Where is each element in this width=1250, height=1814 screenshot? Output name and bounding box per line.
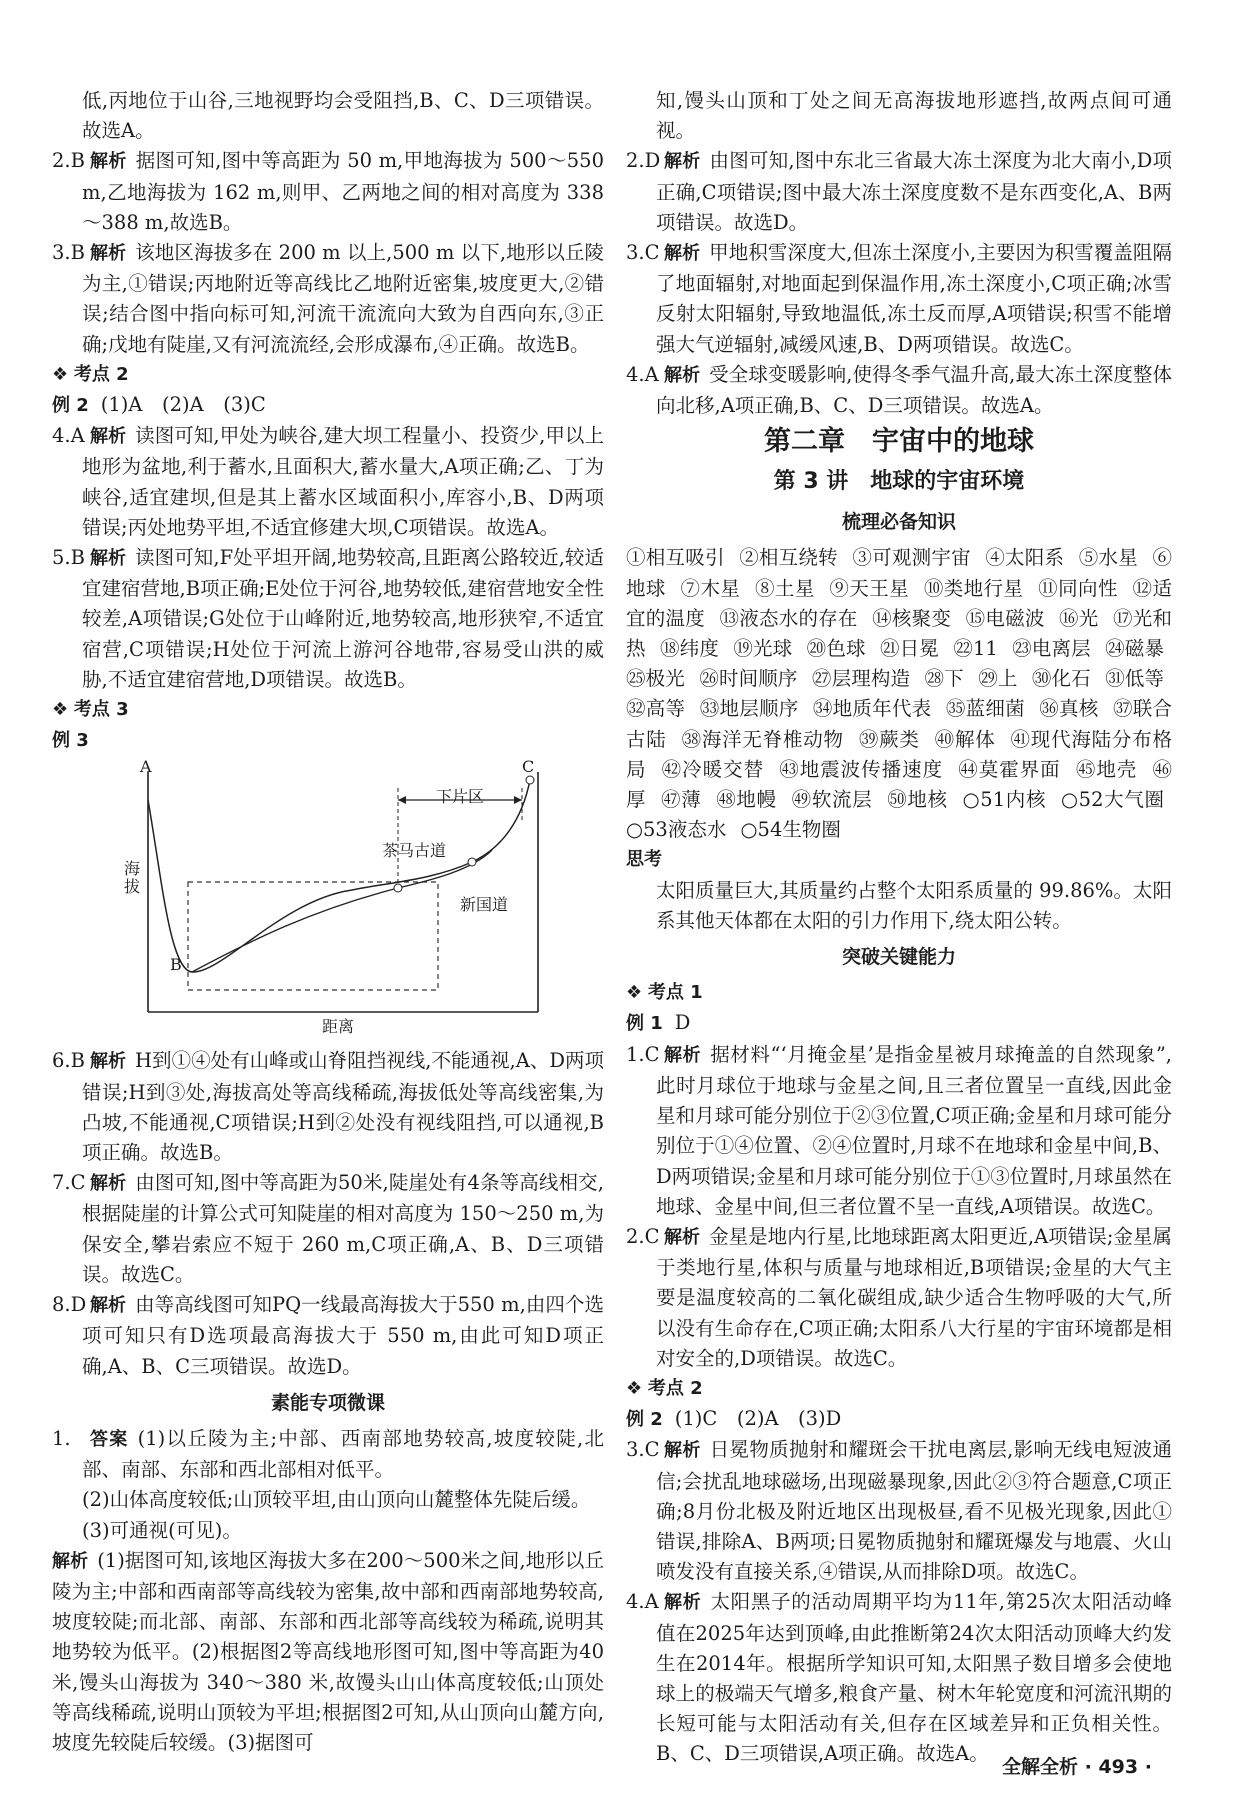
knowledge-item: ㉒11	[953, 637, 998, 661]
knowledge-item: ③可观测宇宙	[852, 546, 971, 570]
answer-item: 2.C 解析 金星是地内行星,比地球距离太阳更近,A项错误;金星属于类地行星,体积与质量与地球相近,B项错误;金星的大气主要是温度较高的二氧化碳组成,缺少适合生物呼吸的大气,所以没有生命存在,C项正确;太阳系八大行星的宇宙环境都是相对安全的,D项错误。故选C。	[626, 1224, 1172, 1370]
example-line: 例 3	[52, 730, 89, 752]
knowledge-item: ⑳色球	[806, 637, 866, 661]
x-axis-label: 距离	[322, 1017, 355, 1037]
knowledge-item: ⑭核聚变	[872, 606, 952, 630]
answer-line: (3)可通视(可见)。	[82, 1518, 242, 1542]
knowledge-item: ⑧土星	[754, 576, 815, 600]
diamond-icon: ❖	[626, 1377, 643, 1399]
knowledge-item: ㊳海洋无脊椎动物	[681, 727, 844, 751]
arrow-left-icon	[398, 796, 406, 804]
left-column	[52, 86, 604, 1758]
knowledge-item: ㉚化石	[1031, 667, 1091, 691]
knowledge-item: ①相互吸引	[626, 546, 725, 570]
left-items-b	[52, 421, 604, 695]
knowledge-item: ㉞地质年代表	[812, 697, 932, 721]
new-road-line	[192, 850, 492, 972]
knowledge-item: ④太阳系	[985, 546, 1065, 570]
profile-line	[148, 780, 530, 975]
knowledge-item: ⑨天王星	[829, 576, 910, 600]
example-line: 例 2 (1)C (2)A (3)D	[626, 1407, 842, 1431]
knowledge-item: ㊶现代海陆分布格局	[626, 727, 1172, 781]
knowledge-item: ⑪同向性	[1038, 576, 1118, 600]
example-line: 例 2 (1)A (2)A (3)C	[52, 393, 266, 417]
arrow-right-icon	[514, 796, 522, 804]
dashed-box	[188, 882, 438, 990]
knowledge-item: ⑩类地行星	[923, 576, 1024, 600]
left-items-a	[52, 146, 604, 359]
knowledge-item: ㊹莫霍界面	[958, 757, 1061, 781]
knowledge-item: ㉔磁暴	[1105, 637, 1164, 661]
label-a: A	[140, 757, 152, 777]
answer-item: 7.C 解析 由图可知,图中等高距为50米,陡崖处有4条等高线相交,根据陡崖的计算公式可知陡崖的相对高度为 150～250 m,为保安全,攀岩索应不短于 260 m,C项正确,A、B、D三项错误。故选C。	[52, 1171, 604, 1286]
knowledge-item: ㉗层理构造	[811, 667, 911, 691]
knowledge-item: ㊻厚	[626, 757, 1172, 812]
knowledge-item: ⑰光和热	[626, 606, 1172, 661]
answer-item: 3.C 解析 甲地积雪深度大,但冻土深度小,主要因为积雪覆盖阻隔了地面辐射,对地面起到保温作用,冻土深度小,C项正确;冰雪反射太阳辐射,导致地温低,冻土反而厚,A项错误;积雪不能增强大气逆辐射,减缓风速,B、D两项错误。故选C。	[626, 241, 1173, 356]
right-items-c	[626, 1435, 1172, 1769]
knowledge-item: ㊽地幔	[716, 788, 777, 812]
knowledge-item: ㊺地壳	[1075, 757, 1138, 781]
knowledge-item: ⑮电磁波	[965, 606, 1045, 630]
knowledge-item: ②相互绕转	[739, 546, 838, 570]
analysis-block: 解析 (1)据图可知,该地区海拔大多在200～500米之间,地形以丘陵为主;中部和西南部等高线较为密集,故中部和西南部地势较高,坡度较陡;而北部、南部、东部和西北部等高线较为稀疏,说明其地势较为低平。(2)根据图2等高线地形图可知,图中等高距为40米,馒头山海拔为 340～380 米,故馒头山山体高度较低;山顶处等高线稀疏,说明山顶较为平坦;根据图2可知,从山顶向山麓方向,坡度先较陡后较缓。(3)据图可	[52, 1548, 604, 1754]
left-intro: 低,丙地位于山谷,三地视野均会受阻挡,B、C、D三项错误。故选A。	[82, 89, 604, 143]
lecture-title: 第 3 讲 地球的宇宙环境	[773, 469, 1025, 495]
answer-item: 2.B 解析 据图可知,图中等高距为 50 m,甲地海拔为 500～550 m,乙地海拔为 162 m,则甲、乙两地之间的相对高度为 338～388 m,故选B。	[52, 149, 604, 234]
knowledge-item: ㉑日冕	[880, 637, 939, 661]
answer-item: 2.D 解析 由图可知,图中东北三省最大冻土深度为北大南小,D项正确,C项错误;图中最大冻土深度度数不是东西变化,A、B两项错误。故选D。	[626, 149, 1172, 234]
answer-item: 4.A 解析 太阳黑子的活动周期平均为11年,第25次太阳活动峰值在2025年达到顶峰,由此推断第24次太阳活动顶峰大约发生在2014年。根据所学知识可知,太阳黑子数目增多会使地球上的极端天气增多,粮食产量、树木年轮宽度和河流汛期的长短可能与太阳活动有关,但存在区域差异和正负相关性。B、C、D三项错误,A项正确。故选A。	[626, 1590, 1173, 1766]
chapter-title: 第二章 宇宙中的地球	[764, 426, 1034, 458]
knowledge-item: ⑦木星	[680, 576, 741, 600]
knowledge-item: ㊼薄	[661, 788, 702, 812]
road-marker	[468, 858, 476, 866]
right-column	[626, 86, 1172, 1770]
answer-item: 6.B 解析 H到①④处有山峰或山脊阻挡视线,不能通视,A、D两项错误;H到③处,海拔高处等高线稀疏,海拔低处等高线密集,为凸坡,不能通视,C项错误;H到②处没有视线阻挡,可以通视,B项正确。故选B。	[52, 1049, 604, 1165]
section-heading: 素能专项微课	[270, 1391, 385, 1414]
diamond-icon: ❖	[52, 363, 69, 385]
kaodian-heading: ❖ 考点 3	[52, 699, 129, 721]
knowledge-item: ㊴蕨类	[858, 727, 920, 751]
knowledge-item: ⑯光	[1059, 606, 1099, 630]
point-c-marker	[526, 776, 534, 784]
answer-item: 3.B 解析 该地区海拔多在 200 m 以上,500 m 以下,地形以丘陵为主,①错误;丙地附近等高线比乙地附近密集,坡度更大,②错误;结合图中指向标可知,河流干流流向大致为自西向东,③正确;戊地有陡崖,又有河流流经,会形成瀑布,④正确。故选B。	[52, 241, 605, 356]
knowledge-item: ㊸地震波传播速度	[779, 757, 944, 781]
knowledge-item: ㊵解体	[934, 727, 996, 751]
answer-block: 1. 答案 (1)以丘陵为主;中部、西南部地势较高,坡度较陡,北部、南部、东部和西北部相对低平。 (2)山体高度较低;山顶较平坦,由山顶向山麓整体先陡后缓。 (3)可通视(可见)。	[52, 1424, 604, 1546]
knowledge-list	[626, 543, 1172, 845]
knowledge-item: ⑱纬度	[660, 637, 719, 661]
knowledge-item: ㊾软流层	[791, 788, 873, 812]
profile-svg	[52, 757, 604, 1040]
knowledge-item: ○53液态水	[626, 818, 727, 842]
kaodian-heading: ❖ 考点 2	[52, 363, 129, 385]
section-heading: 梳理必备知识	[841, 511, 956, 534]
answer-item: 5.B 解析 读图可知,F处平坦开阔,地势较高,且距离公路较近,较适宜建宿营地,B项正确;E处位于河谷,地势较低,建宿营地安全性较差,A项错误;G处位于山峰附近,地势较高,地形狭窄,不适宜宿营,C项错误;H处位于河流上游河谷地带,容易受山洪的威胁,不适宜建宿营地,D项错误。故选B。	[52, 546, 604, 691]
knowledge-item: ㉓电离层	[1012, 637, 1091, 661]
answer-item: 8.D 解析 由等高线图可知PQ一线最高海拔大于550 m,由四个选项可知只有D选项最高海拔大于 550 m,由此可知D项正确,A、B、C三项错误。故选D。	[52, 1293, 605, 1378]
knowledge-item: ○51内核	[962, 788, 1047, 812]
answer-item: 4.A 解析 读图可知,甲处为峡谷,建大坝工程量小、投资少,甲以上地形为盆地,利于蓄水,且面积大,蓄水量大,A项正确;乙、丁为峡谷,适宜建坝,但是其上蓄水区域面积小,库容小,B、D两项错误;丙处地势平坦,不适宜修建大坝,C项错误。故选A。	[52, 424, 604, 539]
diamond-icon: ❖	[52, 699, 69, 721]
elevation-profile-diagram	[52, 757, 604, 1040]
knowledge-item: ㉟蓝细菌	[945, 697, 1025, 721]
knowledge-item: ⑬液态水的存在	[719, 606, 858, 630]
knowledge-item: ○54生物圈	[740, 818, 841, 842]
tea-road-label: 茶马古道	[382, 841, 447, 861]
knowledge-item: ㊿地核	[887, 788, 948, 812]
knowledge-item: ㊲联合古陆	[626, 697, 1172, 751]
knowledge-item: ⑫适宜的温度	[626, 576, 1172, 630]
knowledge-item: ㉝地层顺序	[699, 697, 799, 721]
knowledge-item: ㉙上	[978, 667, 1018, 691]
answer-item: 3.C 解析 日冕物质抛射和耀斑会干扰电离层,影响无线电短波通信;会扰乱地球磁场,出现磁暴现象,因此②③符合题意,C项正确;8月份北极及附近地区出现极昼,看不见极光现象,因此①错误,排除A、B两项;日冕物质抛射和耀斑爆发与地震、火山喷发没有直接关系,④错误,从而排除D项。故选C。	[626, 1438, 1173, 1584]
junction-marker	[394, 884, 402, 892]
knowledge-item: ㊷冷暖交替	[661, 757, 765, 781]
knowledge-item: ㉘下	[924, 667, 964, 691]
knowledge-item: ㊱真核	[1039, 697, 1099, 721]
zone-label: 下片区	[436, 787, 485, 807]
answer-item: 4.A 解析 受全球变暖影响,使得冬季气温升高,最大冻土深度整体向北移,A项正确,B、C、D三项错误。故选A。	[626, 362, 1173, 418]
knowledge-item: ○52大气圈	[1061, 788, 1165, 812]
right-items-b	[626, 1040, 1172, 1374]
page-footer: 全解全析 · 493 ·	[1002, 1756, 1152, 1778]
y-axis-label: 海拔	[124, 859, 141, 897]
right-items-a	[626, 146, 1172, 421]
think-text: 太阳质量巨大,其质量约占整个太阳系质量的 99.86%。太阳系其他天体都在太阳的引力作用下,绕太阳公转。	[656, 878, 1172, 932]
label-c: C	[522, 757, 535, 777]
answer-item: 1.C 解析 据材料“‘月掩金星’是指金星被月球掩盖的自然现象”,此时月球位于地球与金星之间,且三者位置呈一直线,因此金星和月球可能分别位于②③位置,C项正确;金星和月球可能分别位于①④位置、②④位置时,月球不在地球和金星中间,B、D两项错误;金星和月球可能分别位于①③位置时,月球虽然在地球、金星中间,但三者位置不呈一直线,A项错误。故选C。	[626, 1042, 1172, 1218]
knowledge-item: ㉖时间顺序	[699, 667, 798, 691]
section-heading: 突破关键能力	[841, 946, 956, 969]
example-line: 例 1 D	[626, 1011, 691, 1035]
kaodian-heading: ❖ 考点 2	[626, 1377, 703, 1399]
knowledge-item: ⑥地球	[626, 546, 1172, 600]
knowledge-item: ㉜高等	[626, 697, 686, 721]
label-b: B	[170, 955, 182, 975]
right-intro: 知,馒头山顶和丁处之间无高海拔地形遮挡,故两点间可通视。	[656, 89, 1172, 143]
diamond-icon: ❖	[626, 982, 643, 1004]
knowledge-item: ㉛低等	[1105, 667, 1164, 691]
kaodian-heading: ❖ 考点 1	[626, 982, 703, 1004]
answer-line: (2)山体高度较低;山顶较平坦,由山顶向山麓整体先陡后缓。	[82, 1488, 591, 1512]
new-road-label: 新国道	[460, 895, 509, 915]
think-heading: 思考	[626, 849, 662, 871]
knowledge-item: ⑲光球	[733, 637, 793, 661]
knowledge-item: ㉕极光	[626, 667, 685, 691]
left-items-c	[52, 1046, 604, 1381]
knowledge-item: ⑤水星	[1078, 546, 1139, 570]
